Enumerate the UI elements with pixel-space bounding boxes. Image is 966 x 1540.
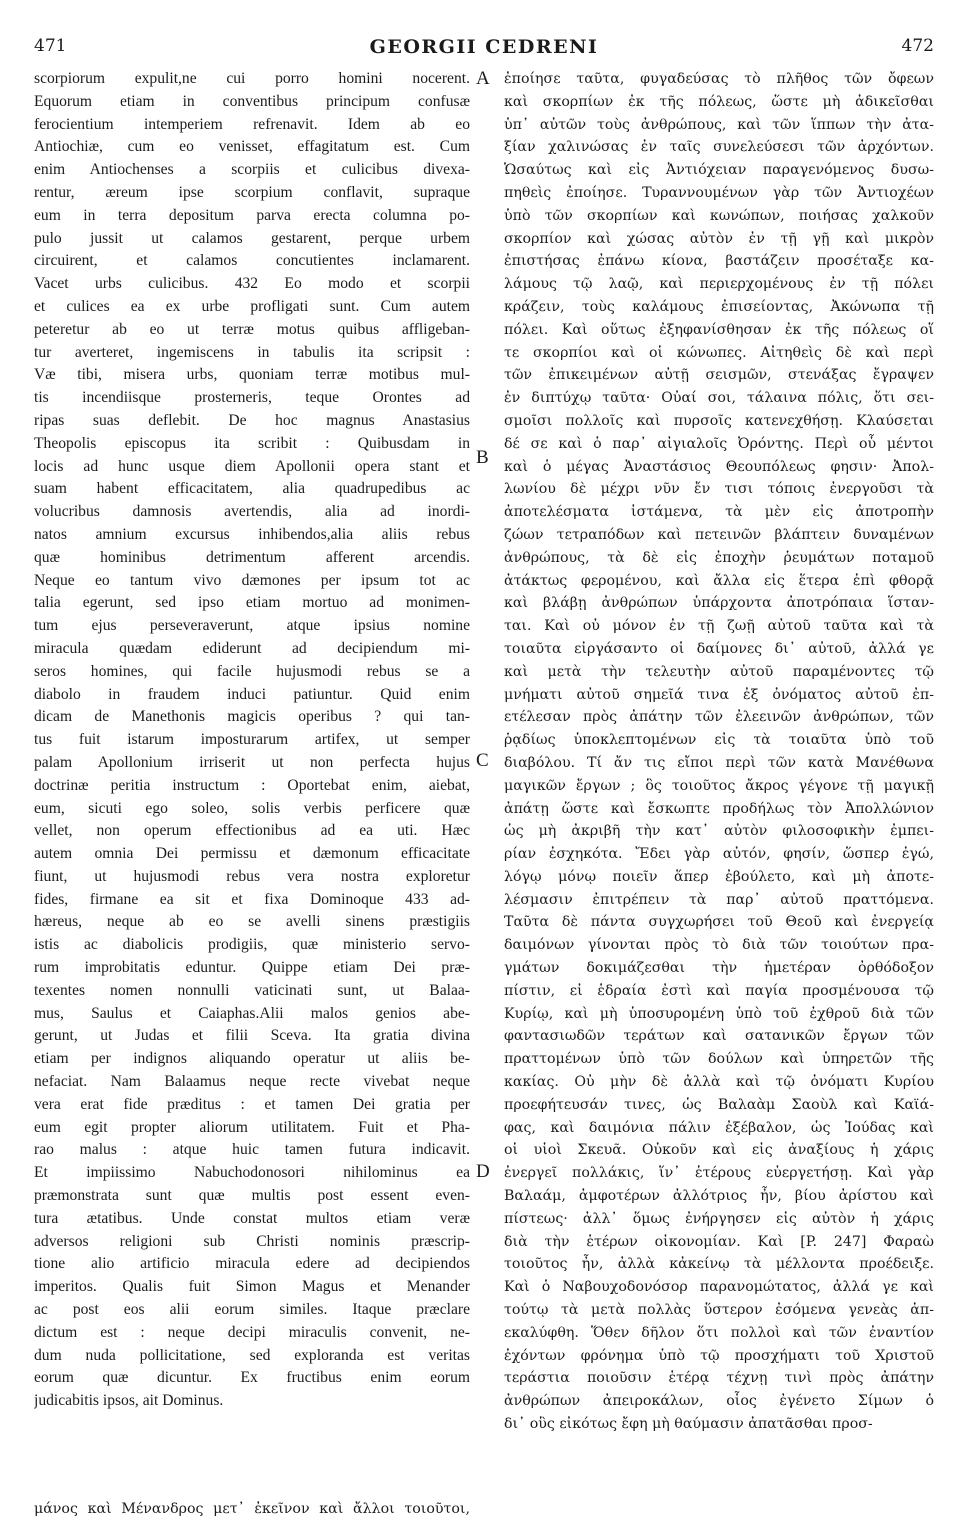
latin-text-line: diabolo in fraudem induci patiuntur. Quid enim xyxy=(34,685,470,703)
greek-text-line: καὶ βλάβῃ ἀνθρώπων ὑπάρχοντα ἀποτρόπαια ἵσταν- xyxy=(504,595,934,612)
greek-text-line: δέ σε καὶ ὁ παρ᾽ αἰγιαλοῖς Ὀρόντης. Περὶ οὗ μέντοι xyxy=(504,435,934,452)
latin-text-line: tione alio artificio miracula edere ad decipiendos xyxy=(34,1255,470,1273)
greek-column xyxy=(504,68,934,1436)
latin-text-line: miracula quædam ediderunt ad decipiendum mi- xyxy=(34,639,470,657)
greek-text-line: κράζειν, τοὺς καλάμους ἐπισείοντας, Ἀκώνωπα τῇ xyxy=(504,298,934,315)
greek-text-line: λόγῳ μόνῳ ποιεῖν ἅπερ ἐβούλετο, καὶ μὴ ἀποτε- xyxy=(504,868,934,885)
latin-text-line: circuirent, et calamos concutientes inclamarent. xyxy=(34,252,470,270)
greek-text-line: ἐχόντων φρόνημα ὑπὸ τῷ προσχήματι τοῦ Χριστοῦ xyxy=(504,1347,934,1364)
margin-letter-a: A xyxy=(476,68,490,89)
greek-text-line: δι᾽ οὓς εἰκότως ἔφη μὴ θαύμασιν ἀπατᾶσθαι προσ- xyxy=(504,1416,873,1433)
greek-text-line: τε σκορπίοι καὶ οἱ κώνωπες. Αἰτηθεὶς δὲ καὶ περὶ xyxy=(504,344,934,361)
greek-text-line: Ταῦτα δὲ πάντα συγχωρήσει τοῦ Θεοῦ καὶ ἐνεργείᾳ xyxy=(504,914,934,931)
latin-text-line: suam habent efficacitatem, alia quadrupedibus ac xyxy=(34,480,470,498)
latin-text-line: dictum est : neque decipi miraculis convenit, ne- xyxy=(34,1323,470,1341)
greek-text-line: ἀνθρώπους, τὰ δὲ εἰς ἐποχὴν ῥευμάτων ποταμοῦ xyxy=(504,549,934,566)
margin-letter-c: C xyxy=(476,750,489,771)
greek-text-line: προεφήτευσάν τινες, ὡς Βαλαὰμ Σαοὺλ καὶ Καϊά- xyxy=(504,1096,934,1113)
latin-text-line: istis ac diabolicis prodigiis, quæ ministerio servo- xyxy=(34,936,470,954)
latin-text-line: tis incendiisque prosterneris, teque Orontes ad xyxy=(34,389,470,407)
latin-text-line: eum in terra depositum parva erecta columna po- xyxy=(34,206,470,224)
latin-text-line: quæ hominibus detrimentum afferent arcendis. xyxy=(34,548,470,566)
latin-text-line: scorpiorum expulit,ne cui porro homini nocerent. xyxy=(34,70,470,87)
latin-text-line: nefaciat. Nam Balaamus neque recte vivebat neque xyxy=(34,1073,470,1091)
greek-text-line: καὶ μετὰ τὴν τελευτὴν αὐτοῦ παραμένοντες τῷ xyxy=(504,663,934,680)
latin-text-line: fiunt, ut hujusmodi rebus vera nostra exploretur xyxy=(34,867,470,885)
greek-text-line: πραττομένων ὑπὸ τῶν δούλων καὶ ὑπηρετῶν τῆς xyxy=(504,1051,934,1068)
latin-text-line: mus, Saulus et Caiaphas.Alii malos genios abe- xyxy=(34,1004,470,1022)
greek-text-line: φαντασιωδῶν τεράτων καὶ σατανικῶν ἔργων τῶν xyxy=(504,1028,934,1045)
greek-text-line: ἀτάκτως φερομένου, καὶ ἄλλα εἰς ἕτερα ἐπὶ φθορᾷ xyxy=(504,572,934,589)
latin-text-line: gerunt, ut Judas et filii Sceva. Ita gratia divina xyxy=(34,1027,470,1045)
latin-text-line: Neque eo tantum vivo dæmones per ipsum tot ac xyxy=(34,571,470,589)
greek-text-line: ὑπ᾽ αὐτῶν τοὺς ἀνθρώπους, καὶ τῶν ἵππων τὴν ἀτα- xyxy=(504,116,934,133)
latin-text-line: tus fuit istarum imposturarum artifex, ut semper xyxy=(34,731,470,749)
greek-text-line: ται. Καὶ οὐ μόνον ἐν τῇ ζωῇ αὐτοῦ ταῦτα καὶ τὰ xyxy=(504,618,934,635)
greek-text-line: ἀποτελέσματα ἱστάμενα, τὰ μὲν εἰς ἀποτροπὴν xyxy=(504,504,934,521)
greek-text-line: μαγικῶν ἔργων ; ὃς τοιοῦτος ἄκρος γέγονε τῇ μαγικῇ xyxy=(504,777,934,794)
greek-text-line: ἐποίησε ταῦτα, φυγαδεύσας τὸ πλῆθος τῶν ὄφεων xyxy=(504,71,934,87)
latin-text-line: peteretur ab eo ut terræ motus quibus affligeban- xyxy=(34,320,470,338)
latin-text-line: enim Antiochenses a scorpiis et culicibus divexa- xyxy=(34,161,470,179)
greek-text-line: τοιαῦτα εἰργάσαντο οἱ δαίμονες δι᾽ αὐτοῦ, ἀλλά γε xyxy=(504,640,934,657)
greek-text-line: τῶν ἐπικειμένων αὐτῇ σεισμῶν, στενάξας ἔγραψεν xyxy=(504,367,934,384)
latin-text-line: ferocientium intemperiem refrenavit. Idem ab eo xyxy=(34,115,470,133)
greek-text-line: καὶ ὁ μέγας Ἀναστάσιος Θεουπόλεως φησιν· Ἀπολ- xyxy=(504,458,934,475)
greek-text-line: δαιμόνων γίνονται πρὸς τὸ διὰ τῶν τοιούτων πρα- xyxy=(504,937,934,954)
right-page-number: 472 xyxy=(901,36,934,56)
latin-text-line: judicabitis ipsos, ait Dominus. xyxy=(34,1392,224,1410)
latin-text-line: vera erat fide præditus : et tamen Dei gratia per xyxy=(34,1095,470,1113)
greek-text-line: πίστεως· ἀλλ᾽ ὅμως ἐνήργησεν εἰς αὐτὸν ἡ χάρις xyxy=(504,1210,934,1227)
greek-text-line: κακίας. Οὐ μὴν δὲ ἀλλὰ καὶ τῷ ὀνόματι Κυρίου xyxy=(504,1074,934,1091)
latin-text-line: ripas suas deflebit. De hoc magnus Anastasius xyxy=(34,411,470,429)
greek-text-line: ῥᾳδίως ὑποκλεπτομένων εἰς τὰ τοιαῦτα ὑπὸ τοῦ xyxy=(504,732,934,749)
latin-text-line: tum ejus perseveraverunt, atque ipsius nomine xyxy=(34,617,470,635)
latin-text-line: Vacet urbs culicibus. 432 Eo modo et scorpii xyxy=(34,275,470,293)
greek-text-line: ζώων τετραπόδων καὶ πετεινῶν βλάπτειν δυναμένων xyxy=(504,526,934,543)
latin-text-line: palam Apollonium irriserit ut non perfecta hujus xyxy=(34,753,470,771)
latin-text-line: talia egerunt, sed ipso etiam mortuo ad monimen- xyxy=(34,594,470,612)
latin-text-line: dicam de Manethonis magicis operibus ? qui tan- xyxy=(34,708,470,726)
page-header xyxy=(34,36,934,64)
greek-text-line: ὑπὸ τῶν σκορπίων καὶ κωνώπων, ποιήσας χαλκοῦν xyxy=(504,207,934,224)
greek-text-line: λέσμασιν ἐπιτρέπειν τὰ παρ᾽ αὐτοῦ πραττόμενα. xyxy=(504,891,934,908)
greek-text-line: καὶ σκορπίων ἐκ τῆς πόλεως, ὥστε μὴ ἀδικεῖσθαι xyxy=(504,93,934,110)
greek-text-line: ἐνεργεῖ πολλάκις, ἵν᾽ ἑτέρους εὐεργετήσῃ. Καὶ γὰρ xyxy=(504,1165,934,1182)
greek-text-line: πίστιν, εἰ ἑδραία ἐστὶ καὶ παγία προσμένουσα τῷ xyxy=(504,982,934,999)
latin-text-line: tur averteret, ingemiscens in tabulis ita scripsit : xyxy=(34,343,470,361)
greek-text-line: ξίαν χαλινώσας ἐν ταῖς συνελεύσεσι τῶν ἀρχόντων. xyxy=(504,139,934,156)
latin-text-line: Antiochiæ, cum eo venisset, effagitatum est. Cum xyxy=(34,138,470,156)
latin-text-line: ac post eos alii eorum similes. Itaque præclare xyxy=(34,1301,470,1319)
greek-text-line: τοιοῦτος ἦν, ἀλλὰ κἀκείνῳ τὰ μέλλοντα προέδειξε. xyxy=(504,1256,934,1273)
left-page-number: 471 xyxy=(34,36,67,56)
greek-text-line: μνήματι αὐτοῦ σημεῖά τινα ἐξ ὀνόματος αὐτοῦ ἐπ- xyxy=(504,686,934,703)
latin-text-line: eorum quæ dicuntur. Ex fructibus enim eorum xyxy=(34,1369,470,1387)
greek-text-line: ετέλεσαν πρὸς ἀπάτην τῶν ἐλεεινῶν ἀνθρώπων, τῶν xyxy=(504,709,934,726)
greek-text-line: ἐπιστήσας ἐπάνω κίονα, βαστάζειν προσέταξε κα- xyxy=(504,253,934,270)
latin-footer-greek-line: μάνος καὶ Μένανδρος μετ᾽ ἐκεῖνον καὶ ἄλλοι τοιοῦτοι, xyxy=(34,1501,470,1517)
greek-text-line: ὡς μὴ ἀκριβῆ τὴν κατ᾽ αὐτὸν φιλοσοφικὴν ἐμπει- xyxy=(504,823,934,840)
latin-text-line: Theopolis episcopus ita scribit : Quibusdam in xyxy=(34,434,470,452)
latin-text-line: dum nuda pollicitatione, sed exploranda est veritas xyxy=(34,1346,470,1364)
latin-text-line: autem omnia Dei permissu et dæmonum efficacitate xyxy=(34,845,470,863)
latin-column xyxy=(34,68,470,1413)
latin-text-line: rao malus : atque huic tamen futura indicavit. xyxy=(34,1141,470,1159)
latin-text-line: fides, firmane ea sit et fixa Dominoque 433 ad- xyxy=(34,890,470,908)
latin-text-line: præmonstrata sunt quæ multis post essent even- xyxy=(34,1187,470,1205)
greek-text-line: ἀνθρώπων ἀπειροκάλων, οἷος ἐγένετο Σίμων ὁ xyxy=(504,1393,934,1410)
greek-text-line: ἐν διπτύχῳ ταῦτα· Οὐαί σοι, τάλαινα πόλις, ὅτι σει- xyxy=(504,390,934,407)
latin-text-line: doctrinæ peritia instructum : Oportebat enim, aiebat, xyxy=(34,776,470,794)
greek-text-line: ρίαν ἐσχηκότα. Ἔδει γὰρ αὐτόν, φησίν, ὥσπερ ἐγώ, xyxy=(504,846,934,863)
greek-text-line: γμάτων δοκιμάζεσθαι τὴν ἡμετέραν ὀρθόδοξον xyxy=(504,960,934,977)
greek-text-line: τούτῳ τὰ μετὰ πολλὰς ὕστερον ἐσόμενα γενεὰς ἀπ- xyxy=(504,1302,934,1319)
latin-text-line: adversos religioni sub Christi nominis præscrip- xyxy=(34,1232,470,1250)
greek-text-line: ἀπάτῃ ὥστε καὶ ἔσκωπτε προδήλως τὸν Ἀπολλώνιον xyxy=(504,800,934,817)
greek-text-line: Καὶ ὁ Ναβουχοδονόσορ παρανομώτατος, ἀλλά γε καὶ xyxy=(504,1279,934,1296)
latin-text-line: pulo jussit ut calamos gestarent, perque urbem xyxy=(34,229,470,247)
latin-text-line: etiam per indignos aliquando operatur ut aliis be- xyxy=(34,1050,470,1068)
greek-text-line: Βαλαάμ, ἀμφοτέρων ἀλλότριος ἦν, βίου ἀρίστου καὶ xyxy=(504,1188,934,1205)
latin-text-line: hæreus, neque ab eo se avelli sinens præstigiis xyxy=(34,913,470,931)
latin-text-line: eum, sicuti ego soleo, solis verbis perficere quæ xyxy=(34,799,470,817)
latin-text-line: Væ tibi, misera urbs, quoniam terræ motibus mul- xyxy=(34,366,470,384)
latin-text-line: imperitos. Qualis fuit Simon Magus et Menander xyxy=(34,1278,470,1296)
latin-text-line: et culices ea ex urbe profligati sunt. Cum autem xyxy=(34,297,470,315)
greek-text-line: πηθεὶς ἐποίησε. Τυραννουμένων γὰρ τῶν Ἀντιοχέων xyxy=(504,184,934,201)
latin-text-line: volucribus damnosis avertendis, alia ad inordi- xyxy=(34,503,470,521)
latin-text-line: eum egit propter aliorum utilitatem. Fuit et Pha- xyxy=(34,1118,470,1136)
latin-text-line: Et impiissimo Nabuchodonosori nihilominus ea xyxy=(34,1164,470,1182)
margin-letter-b: B xyxy=(476,447,489,468)
greek-text-line: λάμους τῷ λαῷ, καὶ περιερχομένους ἐν τῇ πόλει xyxy=(504,276,934,293)
greek-text-line: σκορπίον καὶ χώσας αὐτὸν ἐν τῇ γῇ καὶ μικρὸν xyxy=(504,230,934,247)
greek-text-line: φας, καὶ δαιμόνια πάλιν ἐξέβαλον, ὡς Ἰούδας καὶ xyxy=(504,1119,934,1136)
latin-text-line: rum improbitatis eduntur. Quippe etiam Dei præ- xyxy=(34,959,470,977)
greek-text-line: οἱ υἱοὶ Σκευᾶ. Οὐκοῦν καὶ εἰς ἀναξίους ἡ χάρις xyxy=(504,1142,934,1159)
latin-text-line: natos amnium excursus inhibendos,alia aliis rebus xyxy=(34,525,470,543)
greek-text-line: σμοῖσι πολλοῖς καὶ πυρσοῖς κατενεχθήσῃ. Κλαύσεται xyxy=(504,412,934,429)
greek-text-line: Κυρίῳ, καὶ μὴ ὑποσυρομένη ὑπὸ τοῦ ἐχθροῦ διὰ τῶν xyxy=(504,1005,934,1022)
latin-text-line: rentur, æreum ipse scorpium conflavit, supraque xyxy=(34,183,470,201)
latin-text-line: texentes nomen nonnulli vaticinati sunt, ut Balaa- xyxy=(34,981,470,999)
latin-text-line: vellet, non operum effectionibus ad ea uti. Hæc xyxy=(34,822,470,840)
latin-text-line: seros homines, qui facile hujusmodi rebus se a xyxy=(34,662,470,680)
greek-text-line: Ὡσαύτως καὶ εἰς Ἀντιόχειαν παραγενόμενος δυσω- xyxy=(504,162,934,179)
greek-text-line: διαβόλου. Τί ἄν τις εἴποι περὶ τῶν κατὰ Μανέθωνα xyxy=(504,754,934,771)
greek-text-line: διὰ τὴν ἑτέρων οἰκονομίαν. Καὶ [P. 247] Φαραὼ xyxy=(504,1233,934,1250)
margin-letter-d: D xyxy=(476,1161,490,1182)
greek-text-line: εκαλύφθη. Ὅθεν δῆλον ὅτι πολλοὶ καὶ τῶν ἐναντίον xyxy=(504,1324,934,1341)
greek-text-line: τεράστια ποιοῦσιν ἑτέρᾳ τέχνῃ τινὶ πρὸς ἀπάτην xyxy=(504,1370,934,1387)
greek-text-line: λωνίου δὲ μέχρι νῦν ἔν τισι τόποις ἐνεργοῦσι τὰ xyxy=(504,481,934,498)
running-title: GEORGII CEDRENI xyxy=(369,36,599,58)
greek-text-line: πόλει. Καὶ οὕτως ἐξηφανίσθησαν ἐκ τῆς πόλεως οἵ xyxy=(504,321,934,338)
latin-text-line: tura ætatibus. Unde constat multos etiam veræ xyxy=(34,1209,470,1227)
latin-text-line: Equorum etiam in conventibus principum confusæ xyxy=(34,92,470,110)
latin-text-line: locis ad hunc usque diem Apollonii opera stant et xyxy=(34,457,470,475)
